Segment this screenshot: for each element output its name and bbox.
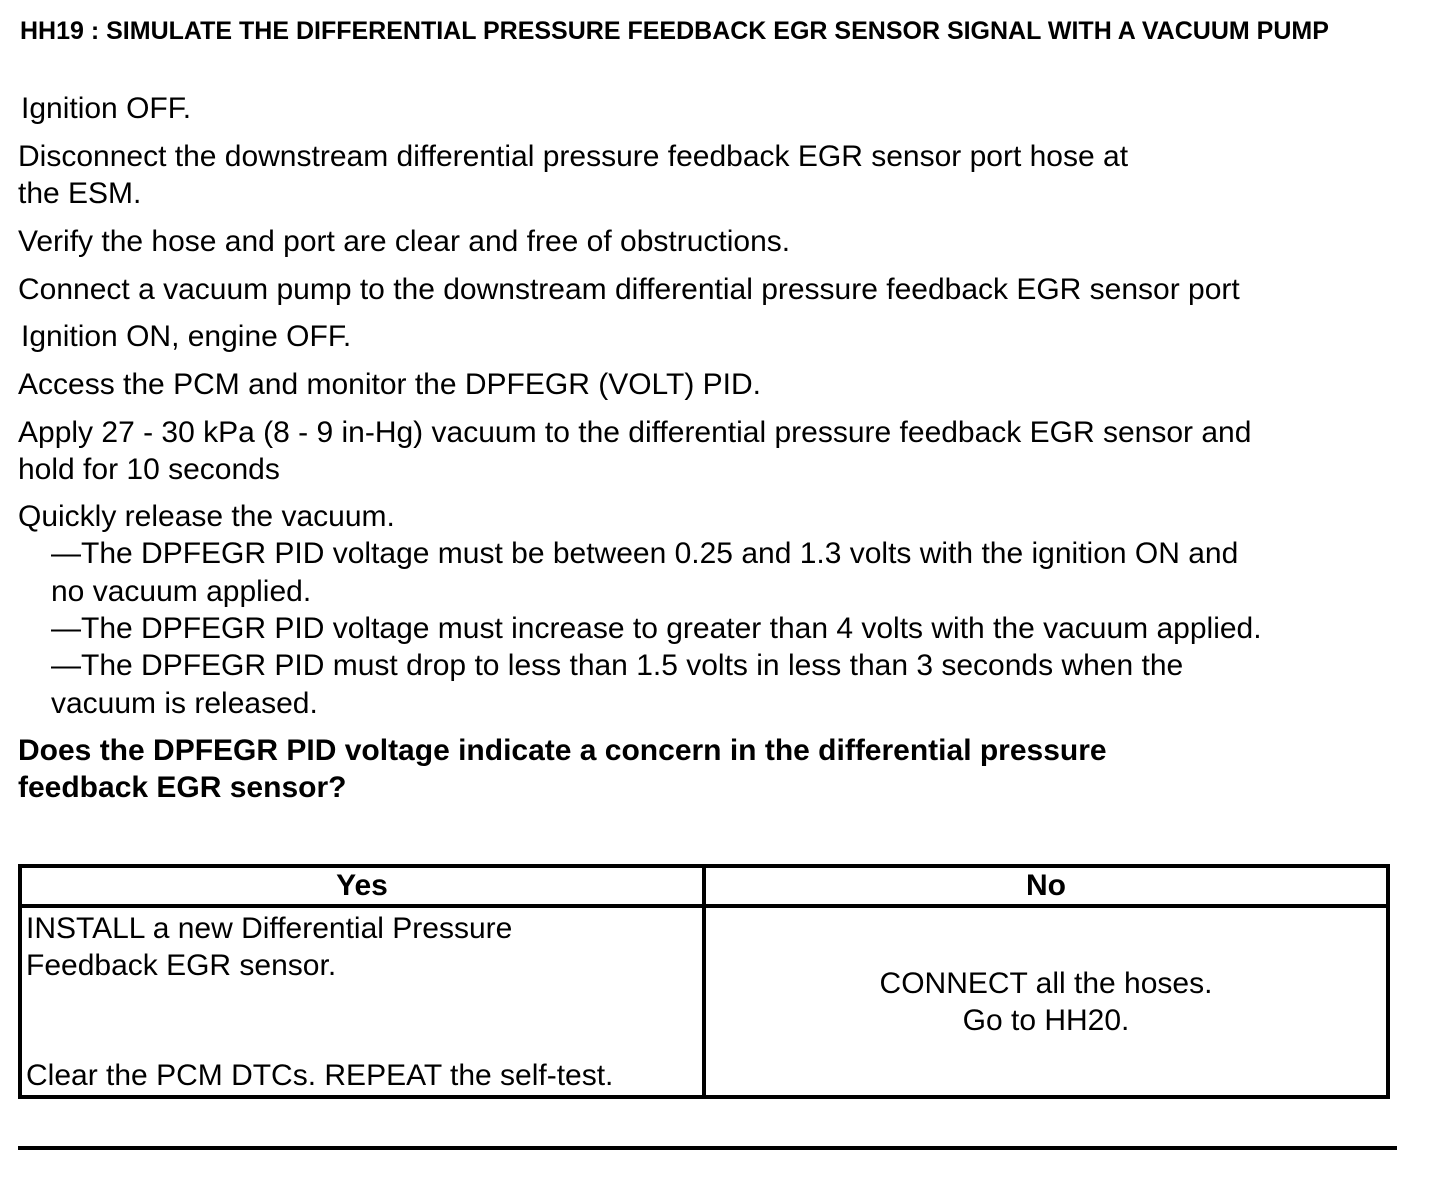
table-header-row <box>20 866 1388 906</box>
no-action-link[interactable]: Go to HH20. <box>962 1003 1130 1037</box>
step-ignition-on: Ignition ON, engine OFF. <box>21 320 352 353</box>
yes-action-line: Clear the PCM DTCs. REPEAT the self-test. <box>26 1059 614 1092</box>
question-line: feedback EGR sensor? <box>18 771 347 804</box>
decision-table <box>18 864 1390 1099</box>
step-disconnect-hose: Disconnect the downstream differential pressure feedback EGR sensor port hose at <box>18 140 1129 173</box>
divider <box>18 1146 1397 1150</box>
no-column-header: No <box>704 866 1388 906</box>
yes-action-line: INSTALL a new Differential Pressure <box>26 912 513 945</box>
table-row <box>20 906 1388 1097</box>
criterion-no-vacuum-cont: no vacuum applied. <box>51 575 312 608</box>
criterion-vacuum-released-cont: vacuum is released. <box>51 687 318 720</box>
page-title: HH19 : SIMULATE THE DIFFERENTIAL PRESSURE FEEDBACK EGR SENSOR SIGNAL WITH A VACUUM PUMP <box>20 17 1329 45</box>
question-line: Does the DPFEGR PID voltage indicate a concern in the differential pressure <box>18 734 1107 767</box>
yes-column-header: Yes <box>20 866 704 906</box>
step-access-pcm: Access the PCM and monitor the DPFEGR (VOLT) PID. <box>18 368 761 401</box>
step-verify-hose: Verify the hose and port are clear and free of obstructions. <box>18 225 791 258</box>
no-action-line: CONNECT all the hoses. <box>879 966 1213 1000</box>
criterion-vacuum-released: —The DPFEGR PID must drop to less than 1.5 volts in less than 3 seconds when the <box>51 649 1184 682</box>
step-disconnect-hose-cont: the ESM. <box>18 177 142 210</box>
criterion-no-vacuum: —The DPFEGR PID voltage must be between 0.25 and 1.3 volts with the ignition ON and <box>51 537 1239 570</box>
yes-action-line: Feedback EGR sensor. <box>26 949 337 982</box>
step-connect-pump: Connect a vacuum pump to the downstream differential pressure feedback EGR sensor port <box>18 273 1240 306</box>
step-apply-vacuum: Apply 27 - 30 kPa (8 - 9 in-Hg) vacuum to the differential pressure feedback EGR sensor and <box>18 416 1252 449</box>
step-apply-vacuum-cont: hold for 10 seconds <box>18 453 280 486</box>
step-ignition-off: Ignition OFF. <box>21 92 192 125</box>
yes-action-cell <box>20 906 704 1097</box>
step-release-vacuum: Quickly release the vacuum. <box>18 500 395 533</box>
no-action-cell <box>704 906 1388 1097</box>
decision-question <box>18 732 1107 806</box>
criterion-vacuum-applied: —The DPFEGR PID voltage must increase to greater than 4 volts with the vacuum applied. <box>51 612 1262 645</box>
